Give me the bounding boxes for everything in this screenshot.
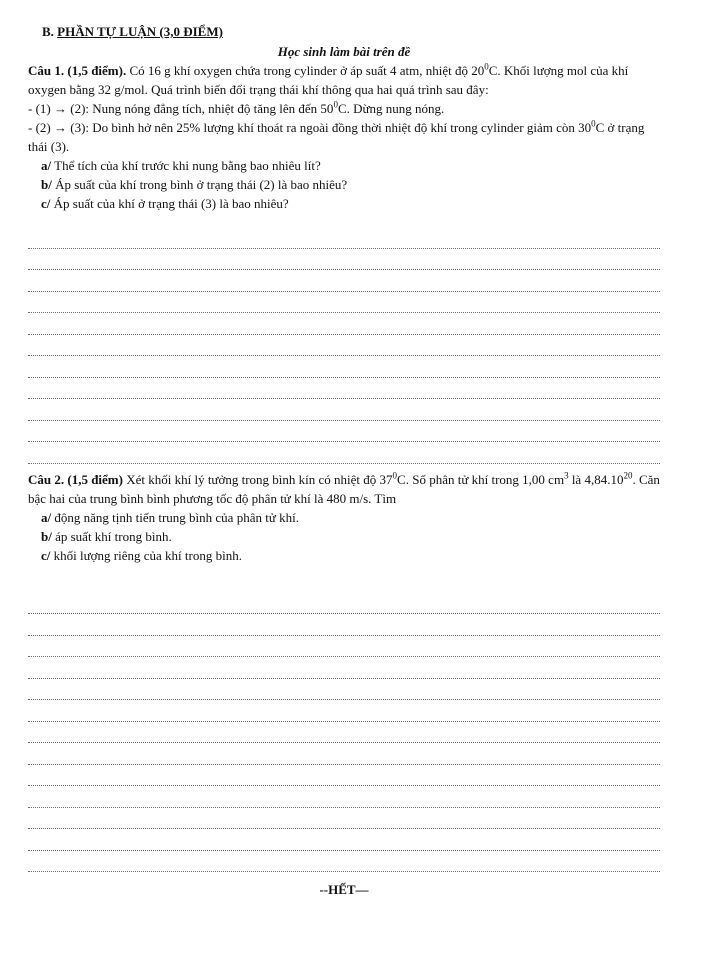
answer-line[interactable] [28,808,660,830]
q1-a-text: Thể tích của khí trước khi nung bằng bao nhiêu lít? [51,158,321,173]
answer-lines-2[interactable] [28,593,660,873]
answer-line[interactable] [28,378,660,400]
answer-line[interactable] [28,851,660,873]
q1-step2a: - (2) → (3): Do bình hở nên 25% lượng khí thoát ra ngoài đồng thời nhiệt độ khí trong cylinder giảm còn 30 [28,120,592,135]
answer-line[interactable] [28,249,660,271]
q2-sup2: 3 [564,470,569,481]
exam-page [28,22,660,899]
q1-part-c [41,194,660,213]
q1-a-label: a/ [41,158,52,173]
q2-text2b: . Căn bậc hai của trung bình bình phương tốc độ phân tử khí là 480 m/s. Tìm [28,471,660,506]
q2-part-c [41,546,660,565]
q1-step1-sup: 0 [333,99,338,110]
subtitle: Học sinh làm bài trên đề [277,44,411,59]
answer-line[interactable] [28,700,660,722]
answer-line[interactable] [28,593,660,615]
q1-head: Câu 1. (1,5 điểm). [28,63,127,78]
answer-line[interactable] [28,614,660,636]
q2-c-label: c/ [41,547,51,563]
answer-line[interactable] [28,765,660,787]
q1-step1b: C. Dừng nung nóng. [337,101,445,116]
answer-line[interactable] [28,722,660,744]
answer-line[interactable] [28,313,660,335]
q1-step2b: C ở trạng thái (3). [28,120,645,154]
answer-line[interactable] [28,442,660,464]
q1-c-label: c/ [41,196,51,211]
q1-step2-sup: 0 [591,118,596,129]
q1-sup1: 0 [484,61,489,72]
q1-part-a [41,156,660,175]
answer-line[interactable] [28,399,660,421]
q2-head: Câu 2. (1,5 điểm) [28,471,123,487]
q1-c-text: Áp suất của khí ở trạng thái (3) là bao nhiêu? [50,196,289,211]
q2-part-a [41,508,660,527]
answer-line[interactable] [28,421,660,443]
answer-line[interactable] [28,679,660,701]
q1-intro [28,61,660,99]
section-title-text: PHẦN TỰ LUẬN (3,0 ĐIỂM) [57,24,223,39]
answer-line[interactable] [28,270,660,292]
answer-line[interactable] [28,829,660,851]
q1-text1: Có 16 g khí oxygen chứa trong cylinder ở áp suất 4 atm, nhiệt độ 20 [126,63,485,78]
question-1 [28,61,660,213]
q1-part-b [41,175,660,194]
q1-step1a: - (1) → (2): Nung nóng đẳng tích, nhiệt độ tăng lên đến 50 [28,101,334,116]
q1-step1 [28,99,660,118]
answer-line[interactable] [28,356,660,378]
q1-b-label: b/ [41,177,52,192]
answer-line[interactable] [28,335,660,357]
end-marker: --HẾT— [319,882,369,897]
q2-sup1: 0 [392,470,398,481]
answer-line[interactable] [28,636,660,658]
answer-line[interactable] [28,227,660,249]
q2-text2: là 4,84.10 [568,471,624,487]
q2-part-b [41,527,660,546]
q2-b-text: áp suất khí trong bình. [51,528,172,544]
answer-line[interactable] [28,657,660,679]
section-title [42,22,660,41]
q2-text1: Xét khối khí lý tưởng trong bình kín có nhiệt độ 37 [122,471,393,487]
q2-text1b: C. Số phân tử khí trong 1,00 cm [397,471,565,487]
q2-a-label: a/ [41,509,52,525]
q2-b-label: b/ [41,528,52,544]
q2-sup3: 20 [623,470,633,481]
q2-a-text: động năng tịnh tiến trung bình của phân tử khí. [51,509,299,525]
answer-line[interactable] [28,292,660,314]
question-2 [28,470,660,565]
answer-line[interactable] [28,743,660,765]
q1-text1b: C. Khối lượng mol của khí oxygen bằng 32 g/mol. Quá trình biến đổi trạng thái khí thông qua hai quá trình sau đây: [28,63,629,97]
answer-lines-1[interactable] [28,227,660,464]
q1-b-text: Áp suất của khí trong bình ở trạng thái (2) là bao nhiêu? [51,177,348,192]
section-prefix: B. [42,24,58,39]
q1-step2 [28,118,660,156]
answer-line[interactable] [28,786,660,808]
q2-c-text: khối lượng riêng của khí trong bình. [50,547,242,563]
q2-intro [28,470,660,508]
